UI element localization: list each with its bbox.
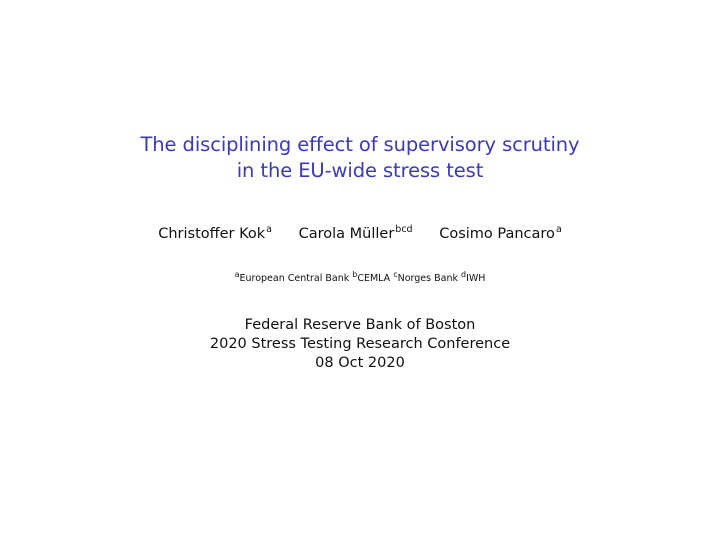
affiliation-cemla: CEMLA xyxy=(357,273,391,284)
affiliation-mark: c xyxy=(393,270,398,279)
affiliation-mark: a xyxy=(234,270,240,279)
author-affiliation-mark: a xyxy=(266,224,272,235)
venue-date: 08 Oct 2020 xyxy=(315,355,405,371)
author-affiliation-mark: bcd xyxy=(395,224,413,235)
affiliation-list xyxy=(0,271,720,287)
author-name: Christoffer Kok xyxy=(158,226,266,242)
affiliation-iwh: IWH xyxy=(466,273,486,284)
author-name: Cosimo Pancaro xyxy=(439,226,555,242)
venue-institution: Federal Reserve Bank of Boston xyxy=(244,317,476,333)
affiliation-norges-bank: Norges Bank xyxy=(397,273,458,284)
affiliation-ecb: European Central Bank xyxy=(239,273,350,284)
slide-title-line-1: The disciplining effect of supervisory scrutiny xyxy=(140,133,580,156)
slide-title-line-2: in the EU-wide stress test xyxy=(236,159,484,182)
author-kok xyxy=(158,224,272,244)
author-list xyxy=(0,224,720,244)
author-mueller xyxy=(299,224,413,244)
author-pancaro xyxy=(439,224,562,244)
author-name: Carola Müller xyxy=(298,226,395,242)
venue-conference: 2020 Stress Testing Research Conference xyxy=(209,336,511,352)
affiliation-mark: b xyxy=(352,270,358,279)
author-affiliation-mark: a xyxy=(555,224,562,235)
affiliation-mark: d xyxy=(461,270,467,279)
